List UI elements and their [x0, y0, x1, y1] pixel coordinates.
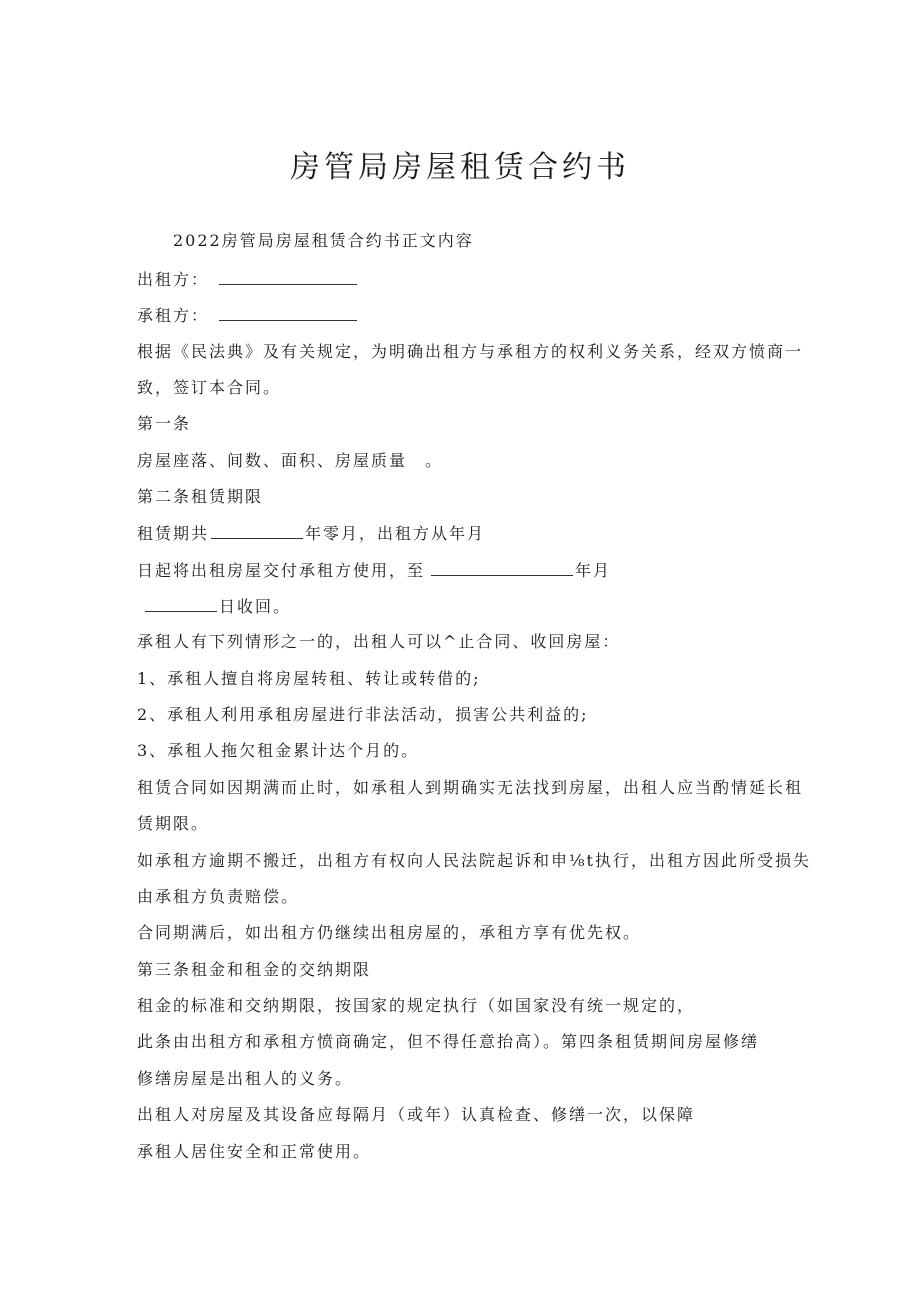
term-b-part-1: 日起将出租房屋交付承租方使用，至: [137, 561, 426, 580]
document-title: 房管局房屋租赁合约书: [290, 150, 630, 185]
termination-item-1: 1、承租人擅自将房屋转租、转让或转借的;: [137, 669, 481, 688]
term-line-b: [137, 559, 611, 582]
term-b-part-2: 年月: [575, 561, 612, 580]
lessor-line: [137, 268, 359, 291]
lessor-blank: [219, 268, 357, 285]
term-years-blank: [211, 522, 303, 539]
term-line-a: [137, 522, 485, 545]
expiry-line-1: 租赁合同如因期满而止时，如承租人到期确实无法找到房屋，出租人应当酌情延长租: [137, 778, 804, 797]
term-c-part-1: 日收回。: [219, 597, 292, 616]
termination-intro: 承租人有下列情形之一的，出租人可以^止合同、收回房屋：: [137, 632, 621, 651]
term-a-part-2: 年零月，出租方从年月: [305, 524, 486, 543]
article-1-text: 房屋座落、间数、面积、房屋质量 。: [137, 451, 444, 470]
article-3-heading: 第三条租金和租金的交纳期限: [137, 960, 372, 979]
priority-line: 合同期满后，如出租方仍继续出租房屋的，承租方享有优先权。: [137, 923, 642, 942]
term-a-part-1: 租赁期共: [137, 524, 210, 543]
lessee-blank: [219, 304, 357, 321]
lessee-label: 承租方：: [137, 306, 210, 325]
repair-line-2: 出租人对房屋及其设备应每隔月（或年）认真检查、修缮一次，以保障: [137, 1105, 696, 1124]
term-end-blank: [431, 559, 573, 576]
termination-item-3: 3、承租人拖欠租金累计达个月的。: [137, 741, 420, 760]
rent-line-1: 租金的标准和交纳期限，按国家的规定执行（如国家没有统一规定的，: [137, 996, 696, 1015]
preamble-line-1: 根据《民法典》及有关规定，为明确出租方与承租方的权利义务关系，经双方愤商一: [137, 342, 804, 361]
expiry-line-2: 赁期限。: [137, 814, 210, 833]
article-2-heading: 第二条租赁期限: [137, 487, 264, 506]
term-day-blank: [145, 595, 217, 612]
overdue-line-1: 如承租方逾期不搬迁，出租方有权向人民法院起诉和申⅛t执行，出租方因此所受损失: [137, 851, 811, 870]
repair-line-3: 承租人居住安全和正常使用。: [137, 1142, 372, 1161]
rent-line-2: 此条由出租方和承租方愤商确定，但不得任意抬高）。第四条租赁期间房屋修缮: [137, 1032, 760, 1051]
termination-item-2: 2、承租人利用承租房屋进行非法活动，损害公共利益的;: [137, 705, 589, 724]
preamble-line-2: 致，签订本合同。: [137, 378, 282, 397]
term-line-c: [145, 595, 291, 618]
document-subtitle: 2022房管局房屋租赁合约书正文内容: [173, 231, 474, 250]
repair-line-1: 修缮房屋是出租人的义务。: [137, 1069, 354, 1088]
lessor-label: 出租方：: [137, 270, 210, 289]
article-1-heading: 第一条: [137, 414, 192, 433]
lessee-line: [137, 304, 359, 327]
overdue-line-2: 由承租方负责赔偿。: [137, 887, 300, 906]
